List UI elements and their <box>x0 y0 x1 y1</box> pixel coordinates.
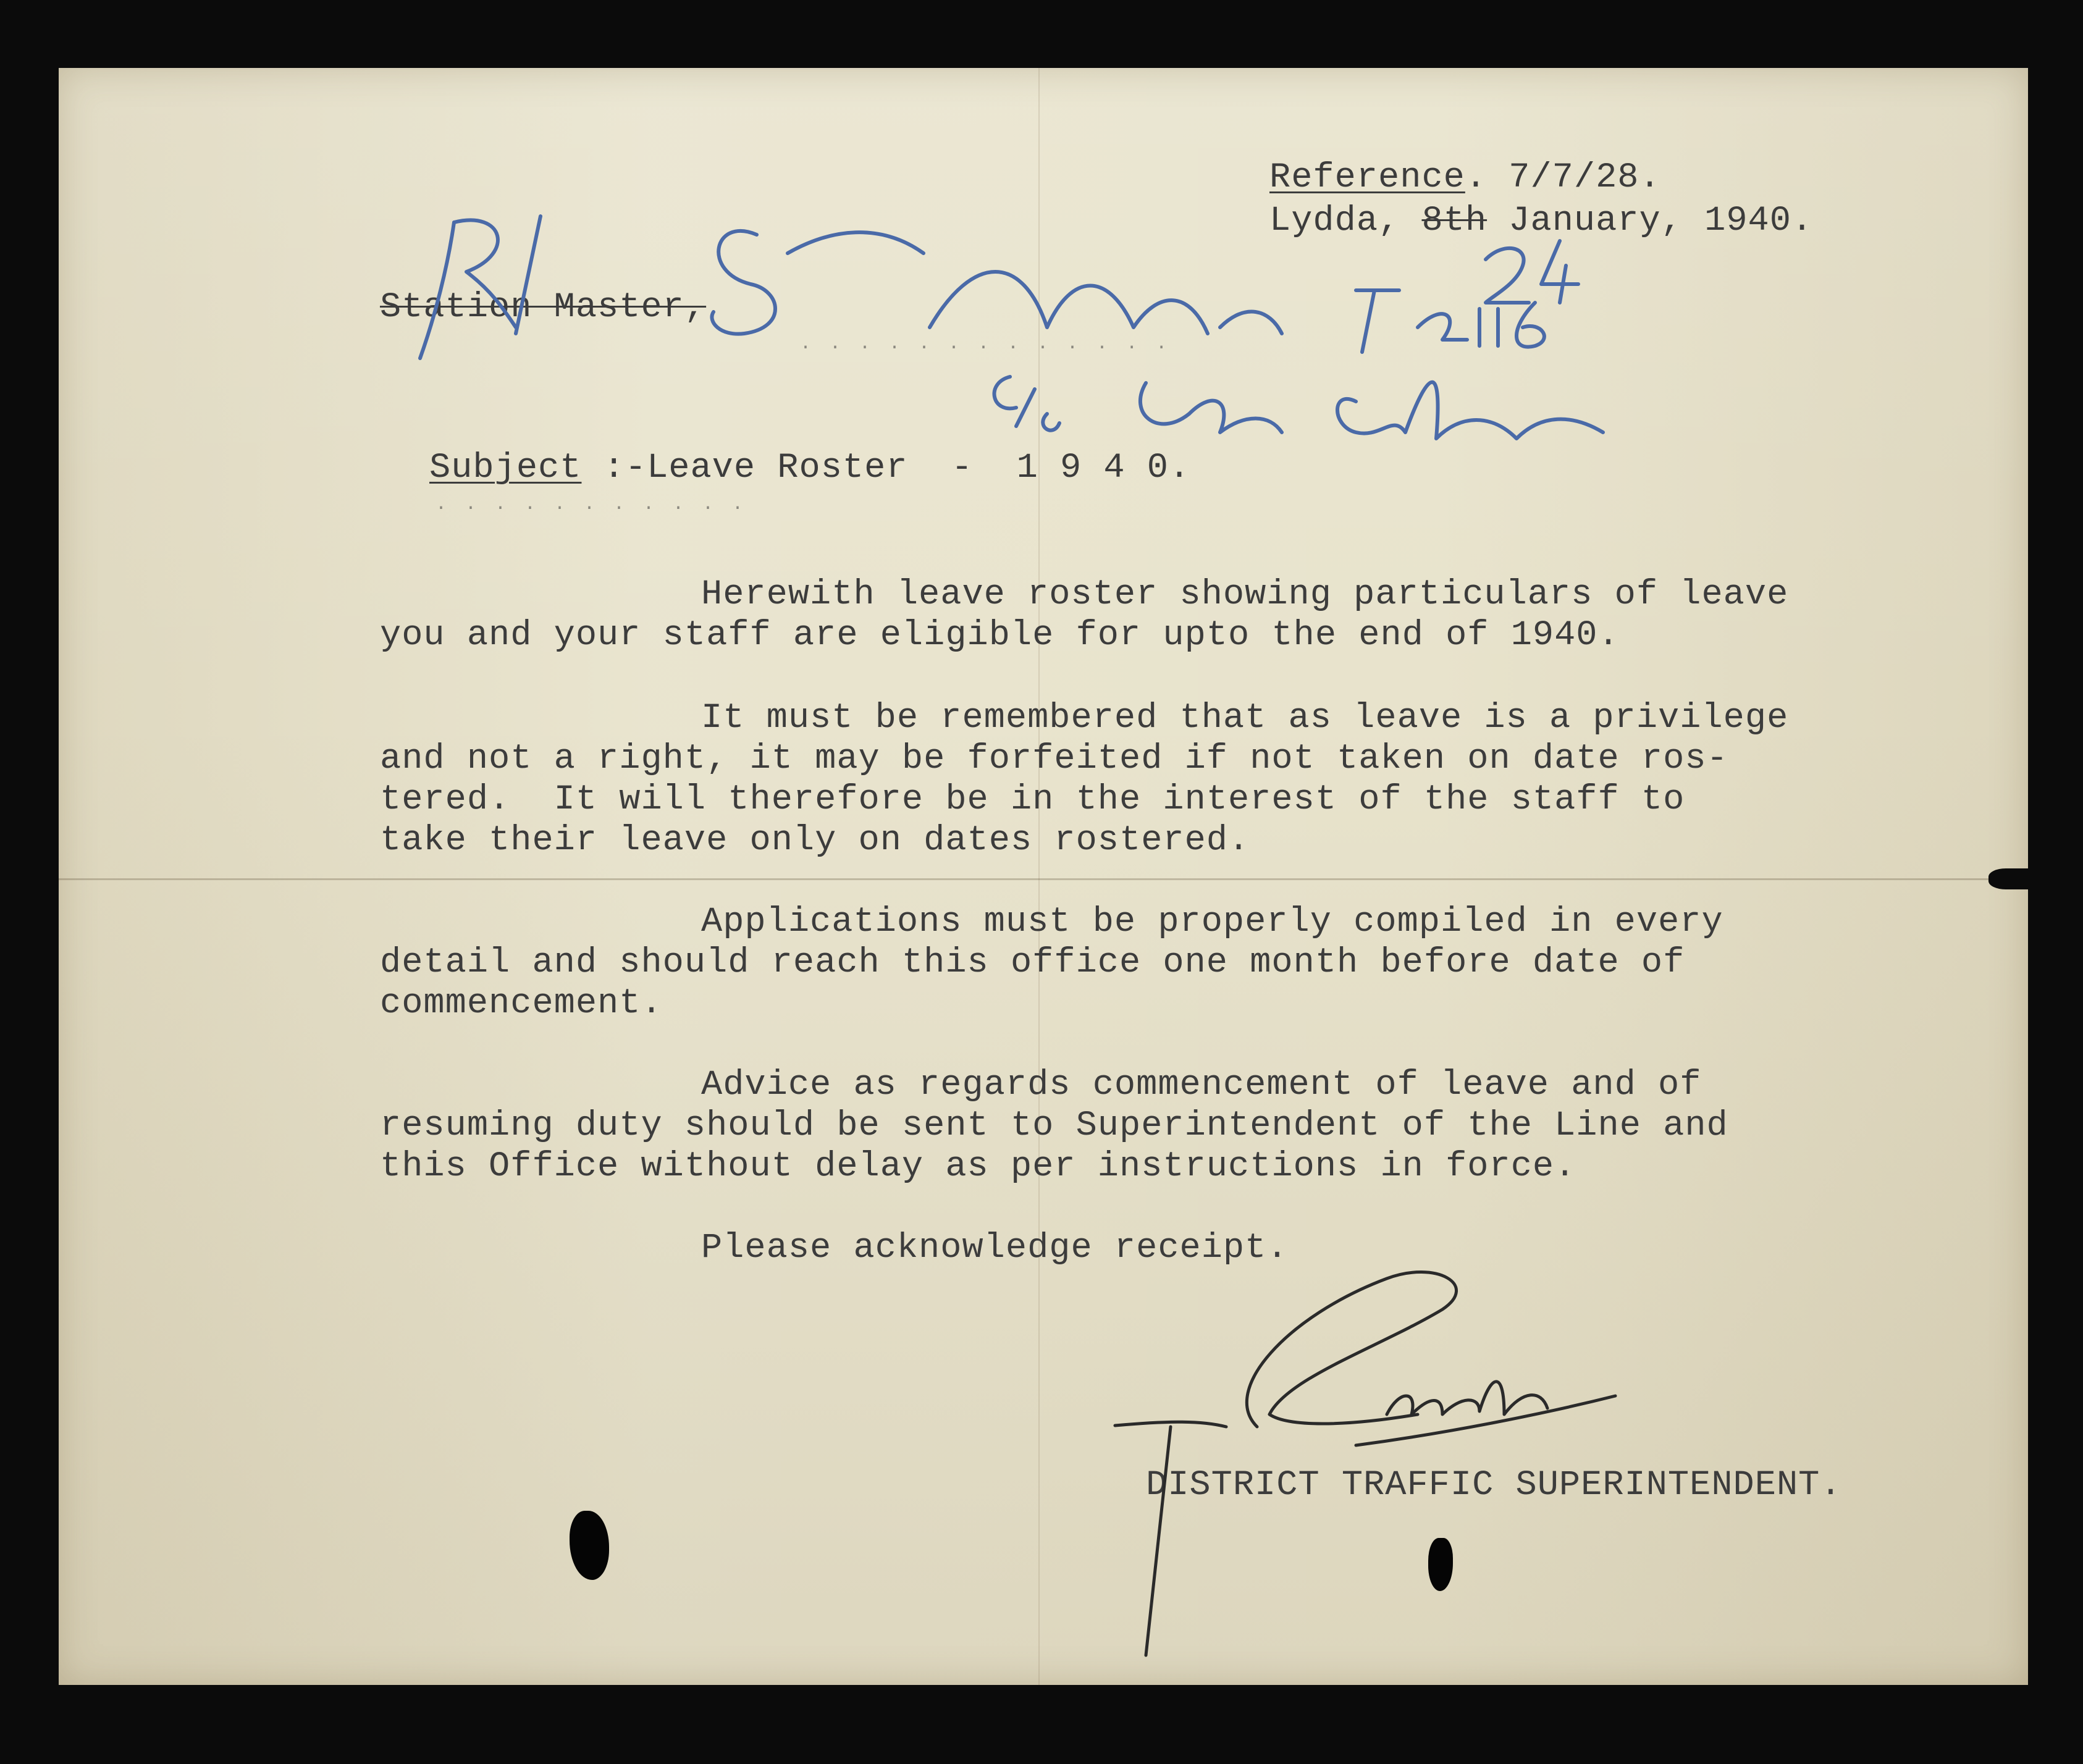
ink-stroke-t-number <box>1356 290 1399 352</box>
signature-stroke-loop <box>1247 1272 1456 1427</box>
signature-ink <box>1115 1272 1615 1655</box>
signature-stroke-hardy <box>1387 1382 1547 1414</box>
ink-stroke-w <box>712 231 775 334</box>
ink-stroke-name-bar <box>788 232 924 253</box>
vertical-fold-line <box>1038 68 1040 1685</box>
paragraph-4-line-2: resuming duty should be sent to Superintendent of the Line and <box>380 1106 1728 1146</box>
reference-value: . 7/7/28. <box>1465 158 1661 198</box>
signature-underline <box>1356 1396 1615 1445</box>
subject-dotted-line: . . . . . . . . . . . <box>436 494 747 515</box>
paragraph-4-line-3: this Office without delay as per instructions in force. <box>380 1147 1576 1186</box>
acknowledge-line: Please acknowledge receipt. <box>701 1228 1289 1268</box>
ink-stroke-care-of <box>995 377 1059 430</box>
ink-stroke-name-body <box>930 272 1208 334</box>
reference-label: Reference <box>1269 158 1465 198</box>
paper-tear-notch <box>1988 868 2032 889</box>
date-rest: January, 1940. <box>1509 201 1814 241</box>
handwriting-layer <box>59 68 2028 1685</box>
ink-stroke-digits <box>1418 303 1544 347</box>
ink-stroke-name-tail <box>1220 312 1282 334</box>
date-line <box>1269 201 1813 242</box>
paper-hole-left <box>570 1511 609 1580</box>
ink-stroke-sultan <box>1337 382 1603 439</box>
subject-label: Subject <box>429 448 582 488</box>
paragraph-2-line-4: take their leave only on dates rostered. <box>380 821 1250 860</box>
signatory-title: DISTRICT TRAFFIC SUPERINTENDENT. <box>1146 1466 1842 1505</box>
signature-stroke-down <box>1146 1427 1171 1655</box>
reference-line <box>1269 158 1661 198</box>
paragraph-3-line-2: detail and should reach this office one month before date of <box>380 943 1685 983</box>
place-name: Lydda, <box>1269 201 1400 241</box>
letter-paper <box>59 68 2028 1685</box>
signature-stroke-top <box>1115 1422 1226 1427</box>
paragraph-1-line-2: you and your staff are eligible for upto the end of 1940. <box>380 616 1620 655</box>
struck-day: 8th <box>1421 201 1488 241</box>
paragraph-2-line-3: tered. It will therefore be in the interest of the staff to <box>380 780 1685 820</box>
ink-stroke-corrected-day <box>1486 241 1578 303</box>
subject-text: :-Leave Roster - 1 9 4 0. <box>581 448 1191 488</box>
paragraph-2-line-1: It must be remembered that as leave is a privilege <box>701 699 1789 738</box>
subject-line <box>429 448 1190 489</box>
address-dotted-line: . . . . . . . . . . . . . <box>800 334 1171 355</box>
paper-hole-right <box>1428 1538 1453 1591</box>
paragraph-3-line-3: commencement. <box>380 984 663 1023</box>
horizontal-fold-line <box>59 878 2028 880</box>
paragraph-1-line-1: Herewith leave roster showing particulars of leave <box>701 575 1789 615</box>
station-master-line <box>380 287 706 328</box>
station-label: Station Master, <box>380 288 707 327</box>
paragraph-2-line-2: and not a right, it may be forfeited if not taken on date ros- <box>380 739 1728 779</box>
paragraph-4-line-1: Advice as regards commencement of leave and of <box>701 1065 1702 1105</box>
paragraph-3-line-1: Applications must be properly compiled in every <box>701 902 1723 942</box>
ink-stroke-sin <box>1140 383 1282 432</box>
